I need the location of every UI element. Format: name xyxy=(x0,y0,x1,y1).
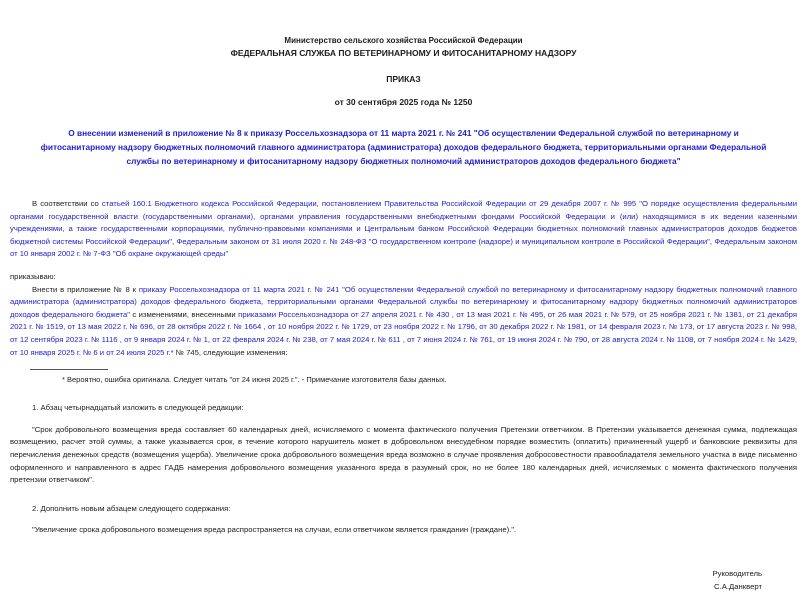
doc-type: ПРИКАЗ xyxy=(386,74,421,84)
item-2-body: "Увеличение срока добровольного возмещения вреда распространяется на случаи, если ответчиком является гражданин (граждане).". xyxy=(32,525,517,535)
text-run: Внести в приложение № 8 к xyxy=(32,284,139,294)
doc-reference-link[interactable]: Федеральным законом от 10 января 2002 г. № 7-ФЗ "Об охране окружающей среды" xyxy=(10,236,797,259)
doc-title: О внесении изменений в приложение № 8 к приказу Россельхознадзора от 11 марта 2021 г. № 241 "Об осуществлении Федеральной службой по ветеринарному и фитосанитарному надзору бюджетных полномочий главного администратора (администратора) доходов федерального бюджета, территориальными органами Федеральной службы по ветеринарному и фитосанитарному надзору бюджетных полномочий администраторов доходов федерального бюджета" xyxy=(40,128,767,166)
doc-reference-link[interactable]: Федеральным законом от 31 июля 2020 г. № 248-ФЗ "О государственном контроле (надзоре) и муниципальном контроле в Российской Федерации" xyxy=(176,236,710,246)
footnote-text: * Вероятно, ошибка оригинала. Следует читать "от 24 июня 2025 г.". - Примечание изготовителя базы данных. xyxy=(62,375,447,385)
doc-reference-link[interactable]: приказу Россельхознадзора от 11 марта 2021 г. № 241 "Об осуществлении Федеральной службой по ветеринарному и фитосанитарному надзору бюджетных полномочий главного администратора (администратора) доходов федерального бюджета, территориальными органами Федеральной службы по ветеринарному и фитосанитарному надзору бюджетных полномочий администраторов доходов федерального бюджета" xyxy=(10,284,797,319)
text-run: , xyxy=(171,236,177,246)
doc-date-number: от 30 сентября 2025 года № 1250 xyxy=(334,97,473,107)
item-2-heading: 2. Дополнить новым абзацем следующего содержания: xyxy=(32,503,231,513)
preamble-paragraph xyxy=(10,198,797,261)
doc-reference-link[interactable]: статьей 160.1 Бюджетного кодекса Российской Федерации xyxy=(101,199,317,208)
item-1-heading: 1. Абзац четырнадцатый изложить в следующей редакции: xyxy=(32,403,244,413)
footnote-rule xyxy=(30,369,108,370)
text-run: , xyxy=(316,199,322,208)
text-run: № 745, следующие изменения: xyxy=(173,347,288,357)
decree-word: приказываю: xyxy=(10,271,56,281)
item-1-body: "Срок добровольного возмещения вреда составляет 60 календарных дней, исчисляемого с момента фактического получения Претензии ответчиком. В Претензии указывается денежная сумма, подлежащая возмещению, расчет этой суммы, а также указывается срок, в течение которого нарушитель может в добровольном внесудебном порядке возместить (оплатить) причиненный ущерб и банковские реквизиты для перечисления денежных средств (возмещения ущерба). Увеличение срока добровольного возмещения вреда возможно в случае проявления добросовестности правообладателя земельного участка в виде письменно оформленного и направленного в адрес ГАДБ намерения добровольного возмещения указанного вреда в разумный срок, но не более 180 календарных дней, исчисляемых с момента фактического получения претензии ответчиком". xyxy=(10,424,797,485)
signature-name: С.А.Данкверт xyxy=(714,581,762,591)
signature-position: Руководитель xyxy=(712,568,762,578)
text-run: В соответствии со xyxy=(32,199,102,208)
doc-reference-link[interactable]: приказами Россельхознадзора от 27 апреля 2021 г. № 430 , от 13 мая 2021 г. № 495, от 26 мая 2021 г. № 579, от 25 ноября 2021 г. № 1381, от 21 декабря 2021 г. № 1519, от 13 мая 2022 г. № 696, от 28 октября 2022 г. № 1664 , от 10 ноября 2022 г. № 1729, от 23 ноября 2022 г. № 1796, от 30 декабря 2022 г. № 1981, от 14 февраля 2023 г. № 173, от 17 августа 2023 г. № 998, от 12 сентября 2023 г. № 1116 , от 9 января 2024 г. № 1, от 22 февраля 2024 г. № 238, от 7 мая 2024 г. № 611 , от 7 июня 2024 г. № 761, от 19 июня 2024 г. № 790, от 28 августа 2024 г. № 1108, от 7 ноября 2024 г. № 1429, от 10 января 2025 г. № 6 и от 24 июля 2025 г.* xyxy=(10,309,798,357)
agency-name: ФЕДЕРАЛЬНАЯ СЛУЖБА ПО ВЕТЕРИНАРНОМУ И ФИТОСАНИТАРНОМУ НАДЗОРУ xyxy=(230,48,577,58)
order-paragraph xyxy=(10,284,797,360)
doc-reference-link[interactable]: постановлением Правительства Российской Федерации от 29 декабря 2007 г. № 995 "О порядке осуществления федеральными органами государственной власти (государственными органами), органами управления государственными внебюджетными фондами Российской Федерации и (или) находящимися в их ведении казенными учреждениями, а также государственными корпорациями, публично-правовыми компаниями и Центральным банком Российской Федерации бюджетных полномочий главных администраторов доходов бюджетов бюджетной системы Российской Федерации" xyxy=(10,199,798,246)
text-run: , xyxy=(709,236,715,246)
ministry-name: Министерство сельского хозяйства Российской Федерации xyxy=(284,36,523,45)
text-run: с изменениями, внесенными xyxy=(129,309,239,319)
